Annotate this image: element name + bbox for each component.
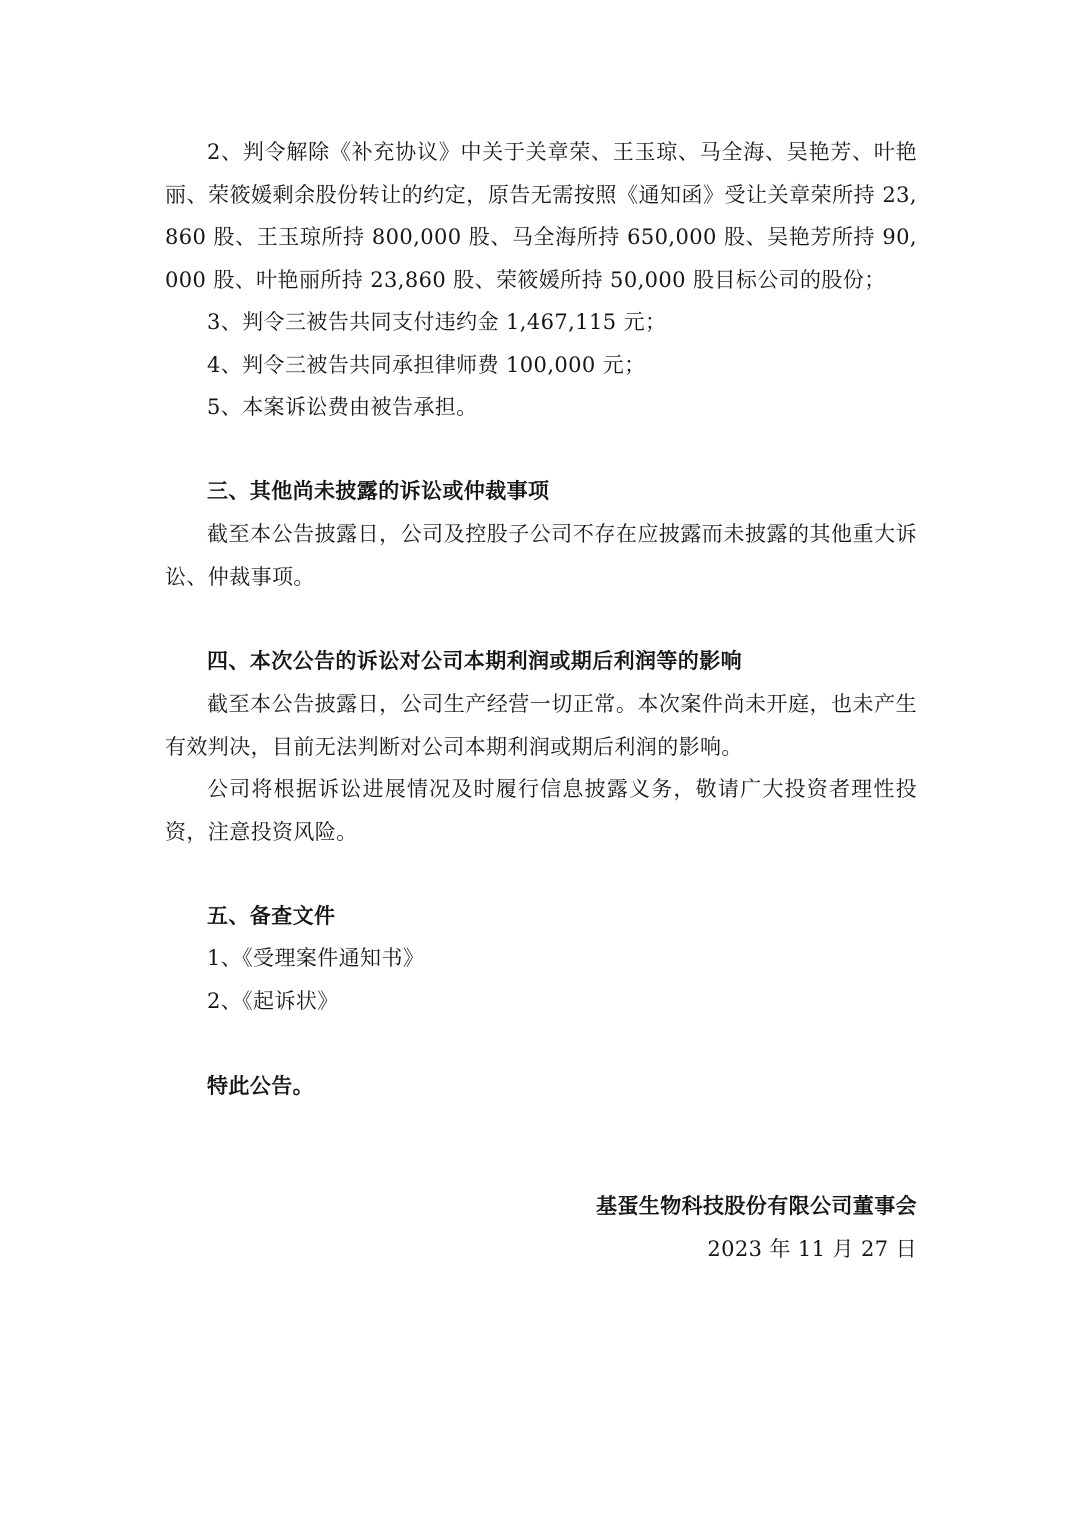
claim-item-2: 2、判令解除《补充协议》中关于关章荣、王玉琼、马全海、吴艳芳、叶艳丽、荣筱媛剩余股份转让的约定，原告无需按照《通知函》受让关章荣所持 23,860 股、王玉琼所持 800,000 股、马全海所持 650,000 股、吴艳芳所持 90,000 股、叶艳丽所持 23,860 股、荣筱媛所持 50,000 股目标公司的股份； bbox=[165, 140, 917, 292]
closing-statement: 特此公告。 bbox=[207, 1073, 314, 1098]
claim-item-3: 3、判令三被告共同支付违约金 1,467,115 元； bbox=[207, 310, 667, 334]
section-5-heading: 五、备查文件 bbox=[207, 903, 336, 928]
claim-item-5: 5、本案诉讼费由被告承担。 bbox=[207, 395, 478, 419]
section-4-body-1: 截至本公告披露日，公司生产经营一切正常。本次案件尚未开庭，也未产生有效判决，目前无法判断对公司本期利润或期后利润的影响。 bbox=[165, 692, 917, 759]
section-4-body-2: 公司将根据诉讼进展情况及时履行信息披露义务，敬请广大投资者理性投资，注意投资风险。 bbox=[165, 777, 917, 844]
section-3-heading: 三、其他尚未披露的诉讼或仲裁事项 bbox=[207, 478, 550, 503]
section-3-body: 截至本公告披露日，公司及控股子公司不存在应披露而未披露的其他重大诉讼、仲裁事项。 bbox=[165, 522, 917, 589]
section-4-heading: 四、本次公告的诉讼对公司本期利润或期后利润等的影响 bbox=[207, 648, 742, 673]
signature-date: 2023 年 11 月 27 日 bbox=[707, 1237, 917, 1261]
reference-doc-1: 1、《受理案件通知书》 bbox=[207, 946, 425, 970]
reference-doc-2: 2、《起诉状》 bbox=[207, 989, 339, 1013]
signature-company: 基蛋生物科技股份有限公司董事会 bbox=[596, 1193, 917, 1218]
claim-item-4: 4、判令三被告共同承担律师费 100,000 元； bbox=[207, 353, 646, 377]
